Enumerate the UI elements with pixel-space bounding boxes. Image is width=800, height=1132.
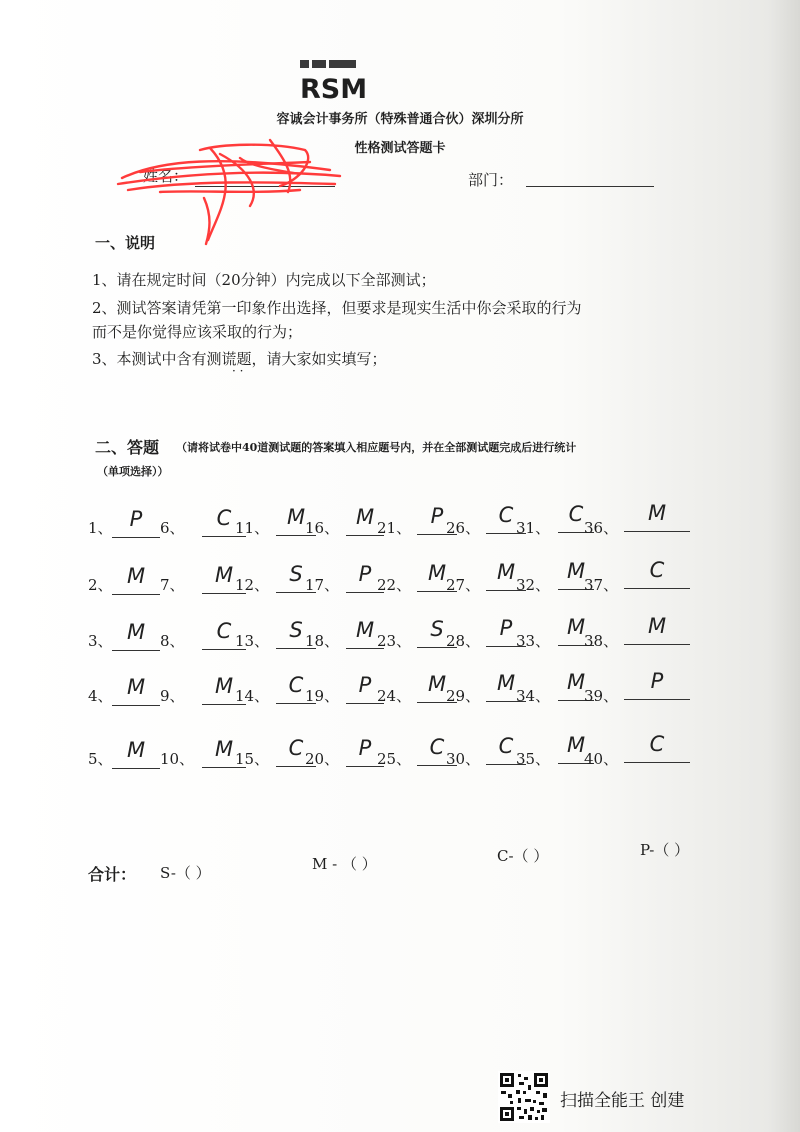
answer-blank-line [112, 650, 160, 651]
handwritten-answer: M [355, 617, 375, 642]
handwritten-answer: P [430, 503, 444, 528]
card-title: 性格测试答题卡 [354, 141, 446, 156]
question-number: 38、 [584, 632, 619, 650]
answers-instruction-continued: （单项选择）） [97, 465, 169, 478]
department-label: 部门： [468, 171, 514, 189]
rule-1: 1、请在规定时间（20分钟）内完成以下全部测试； [92, 271, 436, 289]
section-answers-heading: 二、答题 [95, 438, 160, 457]
handwritten-answer: P [358, 672, 372, 697]
question-number: 32、 [516, 576, 551, 594]
handwritten-answer: M [214, 674, 234, 699]
question-number: 3、 [88, 632, 113, 650]
handwritten-answer: M [566, 559, 586, 584]
question-number: 14、 [235, 687, 270, 705]
handwritten-answer: C [649, 558, 665, 583]
question-number: 40、 [584, 750, 619, 768]
handwritten-answer: M [566, 733, 586, 758]
question-number: 18、 [305, 632, 340, 650]
question-number: 28、 [446, 632, 481, 650]
scanner-watermark: 扫描全能王 创建 [560, 1091, 685, 1111]
firm-name: 容诚会计事务所（特殊普通合伙）深圳分所 [276, 112, 524, 127]
question-number: 26、 [446, 519, 481, 537]
handwritten-answer: S [289, 618, 303, 643]
total-label: 合计： [88, 865, 137, 884]
total-p: P-（ ） [640, 841, 690, 859]
handwritten-answer: S [430, 616, 444, 641]
question-number: 13、 [235, 632, 270, 650]
question-number: 6、 [160, 519, 185, 537]
answer-blank-line [624, 762, 690, 763]
question-number: 34、 [516, 687, 551, 705]
department-field-line [526, 186, 654, 187]
handwritten-answer: M [566, 615, 586, 640]
total-m: M - （ ） [312, 855, 377, 873]
handwritten-answer: C [429, 734, 445, 759]
question-number: 9、 [160, 687, 185, 705]
question-number: 35、 [516, 750, 551, 768]
total-c: C-（ ） [497, 847, 549, 865]
handwritten-answer: M [214, 563, 234, 588]
question-number: 5、 [88, 750, 113, 768]
handwritten-answer: C [216, 619, 232, 644]
question-number: 24、 [377, 687, 412, 705]
handwritten-answer: M [427, 671, 447, 696]
rule-2-continued: 而不是你觉得应该采取的行为； [92, 323, 303, 341]
question-number: 25、 [377, 750, 412, 768]
question-number: 36、 [584, 519, 619, 537]
answers-instruction: （请将试卷中40道测试题的答案填入相应题号内，并在全部测试题完成后进行统计 [176, 441, 577, 454]
handwritten-answer: M [647, 501, 667, 526]
handwritten-answer: P [650, 669, 664, 694]
rule-3: 3、本测试中含有测谎题，请大家如实填写； [92, 350, 387, 368]
logo-bars [300, 60, 358, 70]
question-number: 12、 [235, 576, 270, 594]
name-label: 姓名： [143, 167, 189, 185]
question-number: 27、 [446, 576, 481, 594]
question-number: 22、 [377, 576, 412, 594]
handwritten-answer: M [126, 620, 146, 644]
handwritten-answer: P [499, 616, 513, 640]
handwritten-answer: M [126, 675, 146, 699]
handwritten-answer: C [216, 506, 232, 531]
answer-blank-line [624, 531, 690, 532]
question-number: 39、 [584, 687, 619, 705]
question-number: 21、 [377, 519, 412, 537]
answer-blank-line [624, 588, 690, 589]
question-number: 31、 [516, 519, 551, 537]
question-number: 17、 [305, 576, 340, 594]
handwritten-answer: M [647, 614, 667, 639]
question-number: 37、 [584, 576, 619, 594]
handwritten-answer: C [649, 732, 665, 757]
rule-2: 2、测试答案请凭第一印象作出选择，但要求是现实生活中你会采取的行为 [92, 299, 582, 317]
handwritten-answer: M [126, 564, 146, 588]
answer-blank-line [624, 699, 690, 700]
answer-blank-line [624, 644, 690, 645]
answer-blank-line [112, 705, 160, 706]
question-number: 16、 [305, 519, 340, 537]
handwritten-answer: C [288, 736, 304, 761]
answer-blank-line [112, 768, 160, 769]
question-number: 8、 [160, 632, 185, 650]
question-number: 7、 [160, 576, 185, 594]
handwritten-answer: P [358, 735, 372, 760]
question-number: 19、 [305, 687, 340, 705]
handwritten-answer: M [214, 737, 234, 762]
qr-code-icon [498, 1071, 550, 1123]
handwritten-answer: M [355, 504, 375, 529]
answer-blank-line [112, 594, 160, 595]
handwritten-answer: M [427, 560, 447, 585]
question-number: 4、 [88, 687, 113, 705]
question-number: 29、 [446, 687, 481, 705]
rsm-logo: RSM [300, 74, 368, 105]
handwritten-answer: C [498, 734, 514, 758]
handwritten-answer: M [566, 670, 586, 695]
question-number: 11、 [235, 519, 270, 537]
handwritten-answer: C [288, 673, 304, 698]
question-number: 2、 [88, 576, 113, 594]
handwritten-answer: P [129, 507, 143, 531]
total-s: S-（ ） [160, 864, 211, 882]
handwritten-answer: C [568, 502, 584, 527]
handwritten-answer: M [496, 560, 516, 584]
question-number: 10、 [160, 750, 195, 768]
question-number: 23、 [377, 632, 412, 650]
question-number: 20、 [305, 750, 340, 768]
question-number: 1、 [88, 519, 113, 537]
stray-dots: · · [232, 364, 244, 378]
answer-blank-line [112, 537, 160, 538]
question-number: 15、 [235, 750, 270, 768]
section-explanation-heading: 一、说明 [95, 234, 156, 252]
question-number: 33、 [516, 632, 551, 650]
handwritten-answer: S [289, 562, 303, 587]
handwritten-answer: M [126, 738, 146, 762]
handwritten-answer: P [358, 561, 372, 586]
handwritten-answer: M [286, 505, 306, 530]
question-number: 30、 [446, 750, 481, 768]
handwritten-answer: M [496, 671, 516, 695]
handwritten-answer: C [498, 503, 514, 527]
